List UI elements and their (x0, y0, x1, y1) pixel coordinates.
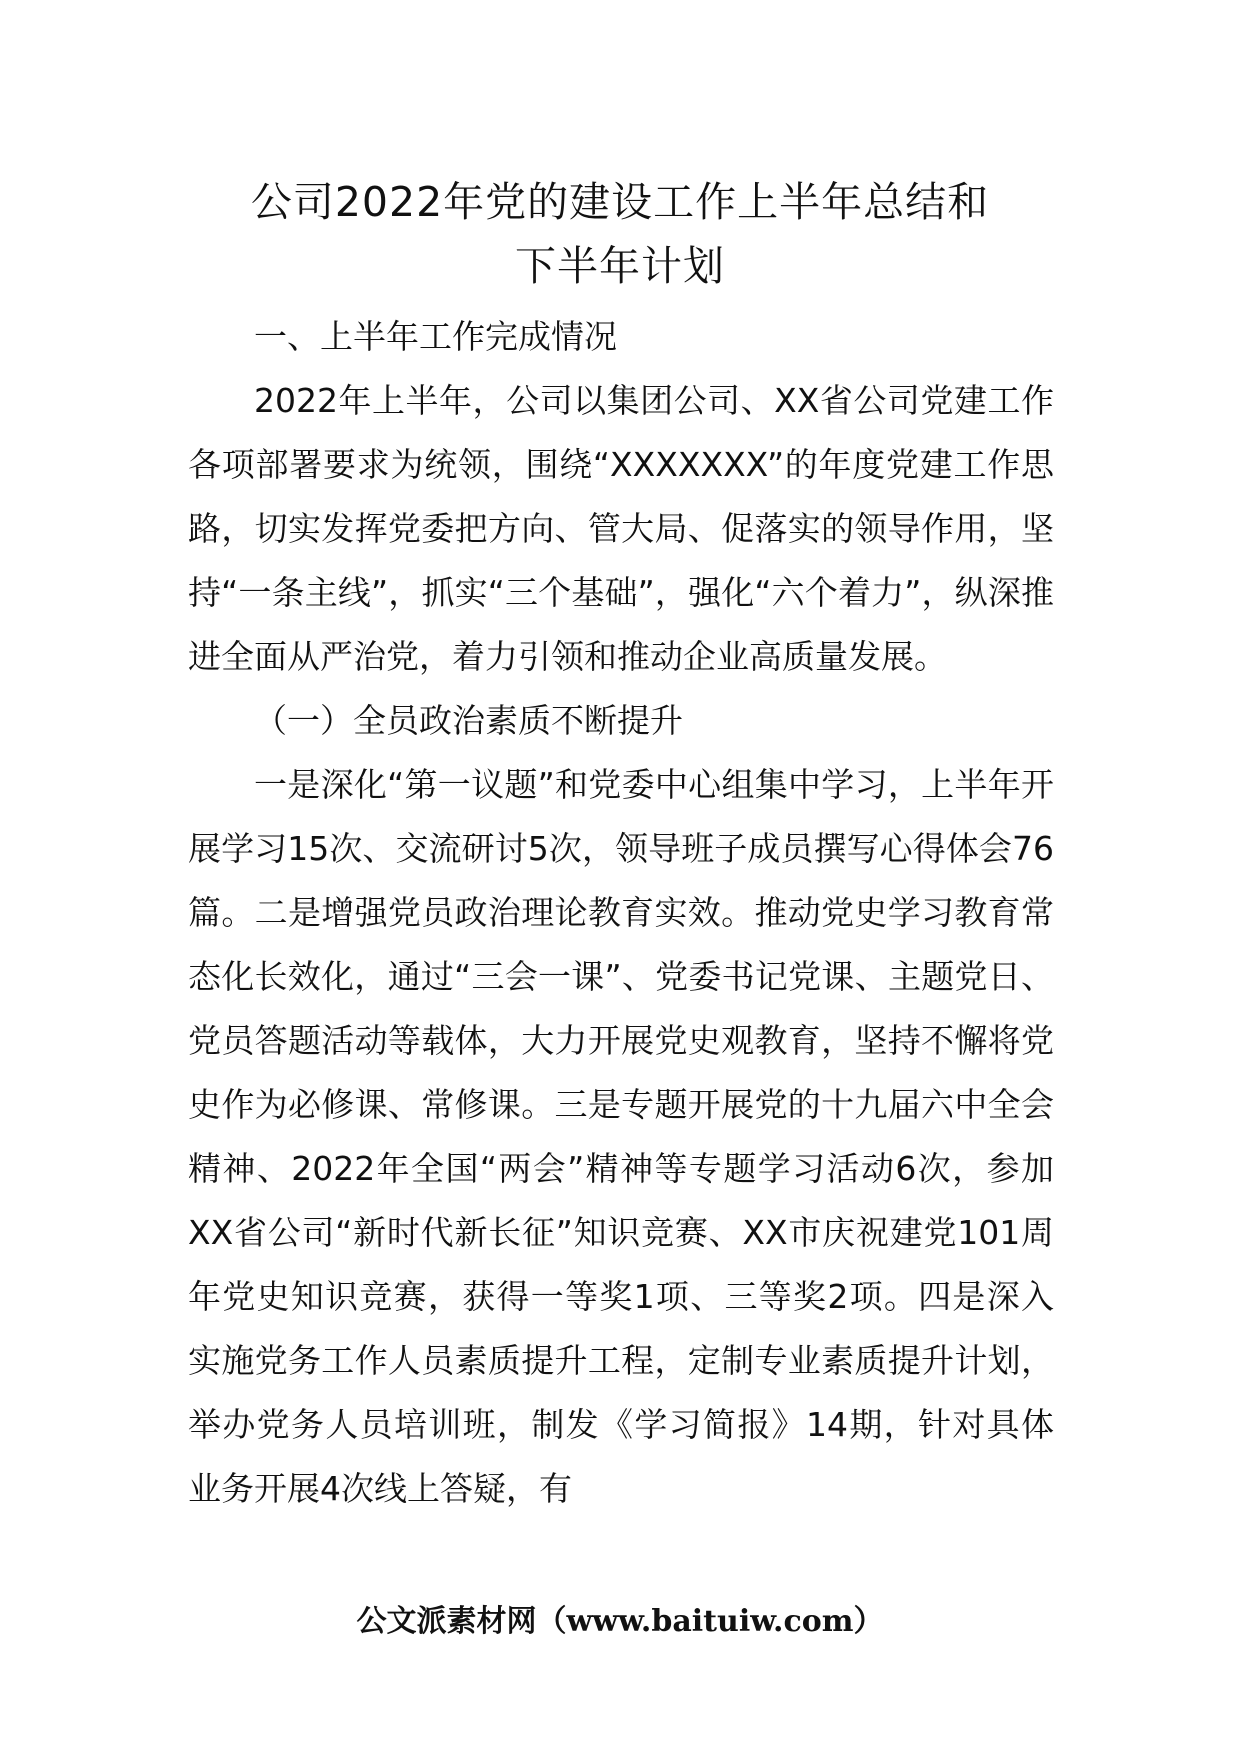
document-title-line-1: 公司2022年党的建设工作上半年总结和 (250, 178, 990, 226)
intro-paragraph: 2022年上半年，公司以集团公司、XX省公司党建工作各项部署要求为统领，围绕“XXXXXXX”的年度党建工作思路，切实发挥党委把方向、管大局、促落实的领导作用，坚持“一条主线”，抓实“三个基础”，强化“六个着力”，纵深推进全面从严治党，着力引领和推动企业高质量发展。 (188, 381, 1054, 676)
document-body (188, 305, 1054, 1521)
footer-source-text: 公文派素材网（www.baituiw.com） (356, 1604, 884, 1639)
subsection-paragraph-1: 一是深化“第一议题”和党委中心组集中学习，上半年开展学习15次、交流研讨5次，领导班子成员撰写心得体会76篇。二是增强党员政治理论教育实效。推动党史学习教育常态化长效化，通过“三会一课”、党委书记党课、主题党日、党员答题活动等载体，大力开展党史观教育，坚持不懈将党史作为必修课、常修课。三是专题开展党的十九届六中全会精神、2022年全国“两会”精神等专题学习活动6次，参加XX省公司“新时代新长征”知识竞赛、XX市庆祝建党101周年党史知识竞赛，获得一等奖1项、三等奖2项。四是深入实施党务工作人员素质提升工程，定制专业素质提升计划，举办党务人员培训班，制发《学习简报》14期，针对具体业务开展4次线上答疑，有 (188, 765, 1054, 1508)
section-heading-1: 一、上半年工作完成情况 (254, 317, 617, 356)
document-title-line-2: 下半年计划 (515, 242, 725, 290)
subsection-heading-1: （一）全员政治素质不断提升 (254, 701, 683, 740)
